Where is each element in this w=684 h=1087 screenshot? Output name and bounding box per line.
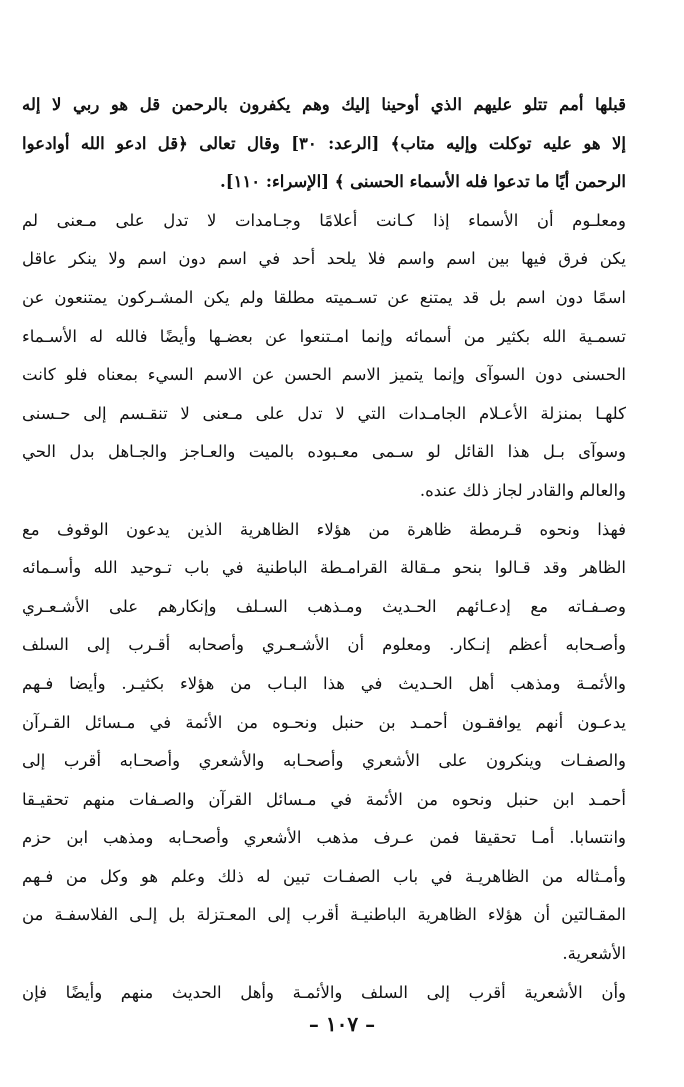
text-line: الظاهر وقد قـالوا بنحو مـقالة القرامـطة الباطنية في باب تـوحيد الله وأسـمائه bbox=[22, 558, 626, 578]
text-line: ومعلـوم أن الأسماء إذا كـانت أعلامًا وجـامدات لا تدل على مـعنى لم bbox=[22, 210, 626, 230]
text-line-quran-verse: إلا هو عليه توكلت وإليه متاب﴾ [الرعد: ٣٠] وقال تعالى ﴿قل ادعو الله أوادعوا bbox=[22, 133, 626, 153]
text-line: تسمـية الله بكثير من أسمائه وإنما امـتنعوا عن بعضـها وأيضًا فالله له الأسـماء bbox=[22, 326, 626, 346]
text-line-quran-verse: قبلها أمم تتلو عليهم الذي أوحينا إليك وهم يكفرون بالرحمن قل هو ربي لا إله bbox=[22, 95, 626, 114]
text-line: يكن فرق فيها بين اسم واسم فلا يلحد أحد في اسم دون اسم ولا ينكر عاقل bbox=[22, 249, 626, 269]
text-line: وصـفـاته مع إدعـائهم الحـديث ومـذهب السـلف وإنكارهم على الأشـعـري bbox=[22, 596, 626, 616]
text-line: الأشعرية. bbox=[562, 944, 626, 964]
page-number: – ١٠٧ – bbox=[308, 1012, 376, 1036]
text-line: وأن الأشعرية أقرب إلى السلف والأئمـة وأهل الحديث منهم وأيضًا فإن bbox=[22, 982, 626, 1002]
text-line: يدعـون أنهم يوافقـون أحمـد بن حنبل ونحـوه من الأئمة في مـسائل القـرآن bbox=[22, 712, 626, 732]
text-line: والأئمـة ومذهب أهل الحـديث في هذا البـاب من هؤلاء بكثيـر. وأيضا فـهم bbox=[22, 673, 626, 693]
text-line: والصفـات وينكرون على الأشعري وأصحـابه والأشعري وأصحـابه أقرب إلى bbox=[22, 751, 626, 771]
text-line: وأصـحابه أعظم إنـكار. ومعلوم أن الأشـعـري وأصحابه أقـرب إلى السلف bbox=[22, 635, 626, 655]
text-line: وأمـثاله من الظاهريـة في باب الصفـات تبين له ذلك وعلم هو وكل من فـهم bbox=[22, 866, 626, 886]
text-line: اسمًا دون اسم بل قد يمتنع عن تسـميته مطلقا ولم يكن المشـركون يمتنعون عن bbox=[22, 287, 626, 307]
text-line-quran-verse: الرحمن أيًا ما تدعوا فله الأسماء الحسنى ﴾ [الإسراء: ١١٠]. bbox=[219, 172, 626, 192]
page-body-text bbox=[22, 86, 626, 1012]
text-line: كلهـا بمنزلة الأعـلام الجامـدات التي لا تدل على مـعنى لا تنقـسم إلى حـسنى bbox=[22, 403, 626, 423]
text-line: المقـالتين أن هؤلاء الظاهرية الباطنيـة أقرب إلى المعـتزلة بل إلـى الفلاسفـة من bbox=[22, 905, 626, 925]
text-line: فهذا ونحوه قـرمطة ظاهرة من هؤلاء الظاهرية الذين يدعون الوقوف مع bbox=[22, 519, 626, 539]
text-line: الحسنى دون السوآى وإنما يتميز الاسم الحسن عن الاسم السيء بمعناه فلو كانت bbox=[22, 365, 626, 385]
text-line: أحمـد ابن حنبل ونحوه من الأئمة في مـسائل القرآن والصـفات منهم تحقيـقا bbox=[22, 789, 626, 809]
text-line: والعالم والقادر لجاز ذلك عنده. bbox=[419, 480, 626, 500]
text-line: وسوآى بـل هذا القائل لو سـمى معـبوده بالميت والعـاجز والجـاهل بدل الحي bbox=[22, 442, 626, 462]
text-line: وانتسابا. أمـا تحقيقا فمن عـرف مذهب الأشعري وأصحـابه ومذهب ابن حزم bbox=[22, 828, 626, 848]
